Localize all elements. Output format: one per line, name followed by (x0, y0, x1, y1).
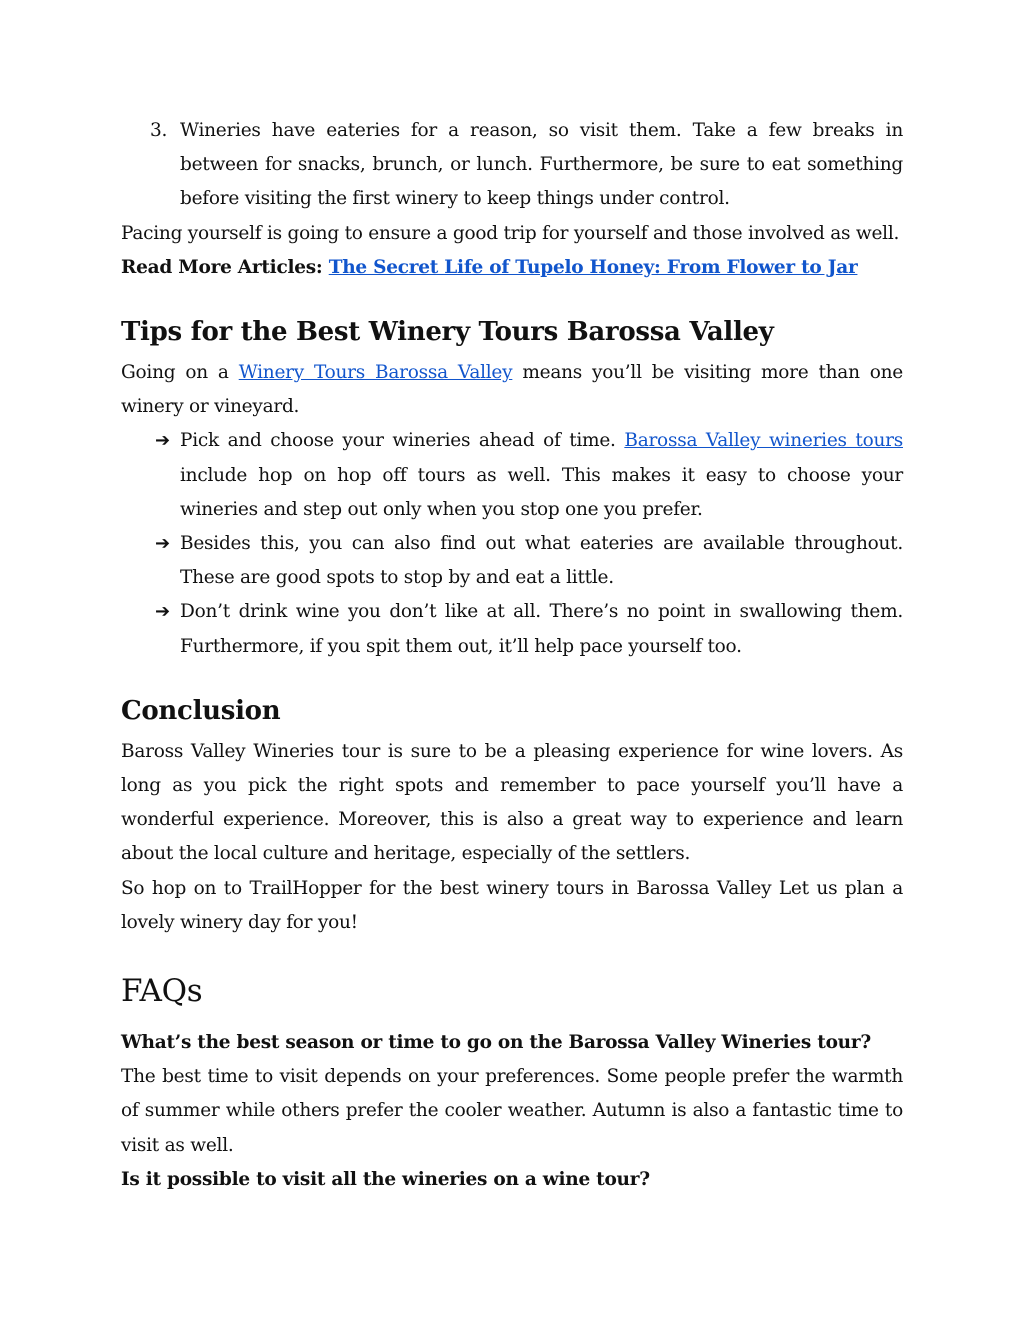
faq-question: What’s the best season or time to go on the Barossa Valley Wineries tour? (121, 1032, 871, 1054)
tips-intro-paragraph (121, 356, 903, 424)
arrow-bullet-icon: ➔ (155, 601, 170, 623)
tips-intro-after: means you’ll be visiting more than one winery or vineyard. (121, 362, 903, 418)
tips-intro-before: Going on a (121, 362, 239, 384)
faq-answer: The best time to visit depends on your preferences. Some people prefer the warmth of summer while others prefer the cooler weather. Autumn is also a fantastic time to visit as well. (121, 1066, 903, 1156)
document-page (121, 114, 903, 1197)
tip-text-after: include hop on hop off tours as well. This makes it easy to choose your wineries and step out only when you stop one you prefer. (180, 464, 903, 520)
winery-tours-link[interactable]: Winery Tours Barossa Valley (238, 362, 513, 384)
list-number: 3. (150, 120, 168, 141)
arrow-bullet-icon: ➔ (155, 533, 170, 555)
read-more-line (121, 251, 903, 285)
tip-bullet (121, 527, 903, 595)
faq-question: Is it possible to visit all the wineries on a wine tour? (121, 1168, 650, 1190)
tip-text: Don’t drink wine you don’t like at all. There’s no point in swallowing them. Furthermore, if you spit them out, it’ll help pace yourself too. (180, 601, 903, 657)
list-item-text: Wineries have eateries for a reason, so visit them. Take a few breaks in between for snacks, brunch, or lunch. Furthermore, be sure to eat something before visiting the first winery to keep things under control. (180, 120, 903, 210)
conclusion-paragraph: So hop on to TrailHopper for the best winery tours in Barossa Valley Let us plan a lovely winery day for you! (121, 877, 903, 933)
tip-text: Besides this, you can also find out what eateries are available throughout. These are good spots to stop by and eat a little. (180, 533, 903, 589)
tips-heading: Tips for the Best Winery Tours Barossa Valley (121, 317, 774, 348)
barossa-tours-link[interactable]: Barossa Valley wineries tours (624, 430, 903, 452)
numbered-list (121, 114, 903, 217)
list-item-3 (121, 114, 903, 217)
tips-bullet-list (121, 424, 903, 663)
conclusion-heading: Conclusion (121, 695, 281, 726)
conclusion-paragraph: Baross Valley Wineries tour is sure to be a pleasing experience for wine lovers. As long as you pick the right spots and remember to pace yourself you’ll have a wonderful experience. Moreover, this is also a great way to experience and learn about the local culture and heritage, especially of the settlers. (121, 740, 903, 865)
faqs-heading: FAQs (121, 973, 203, 1010)
read-more-label: Read More Articles: (121, 256, 323, 278)
arrow-bullet-icon: ➔ (155, 430, 170, 452)
read-more-link[interactable]: The Secret Life of Tupelo Honey: From Flower to Jar (328, 256, 858, 278)
pacing-paragraph: Pacing yourself is going to ensure a good trip for yourself and those involved as well. (121, 222, 900, 244)
tip-text-before: Pick and choose your wineries ahead of time. (180, 430, 625, 452)
tip-bullet (121, 424, 903, 527)
tip-bullet (121, 595, 903, 663)
